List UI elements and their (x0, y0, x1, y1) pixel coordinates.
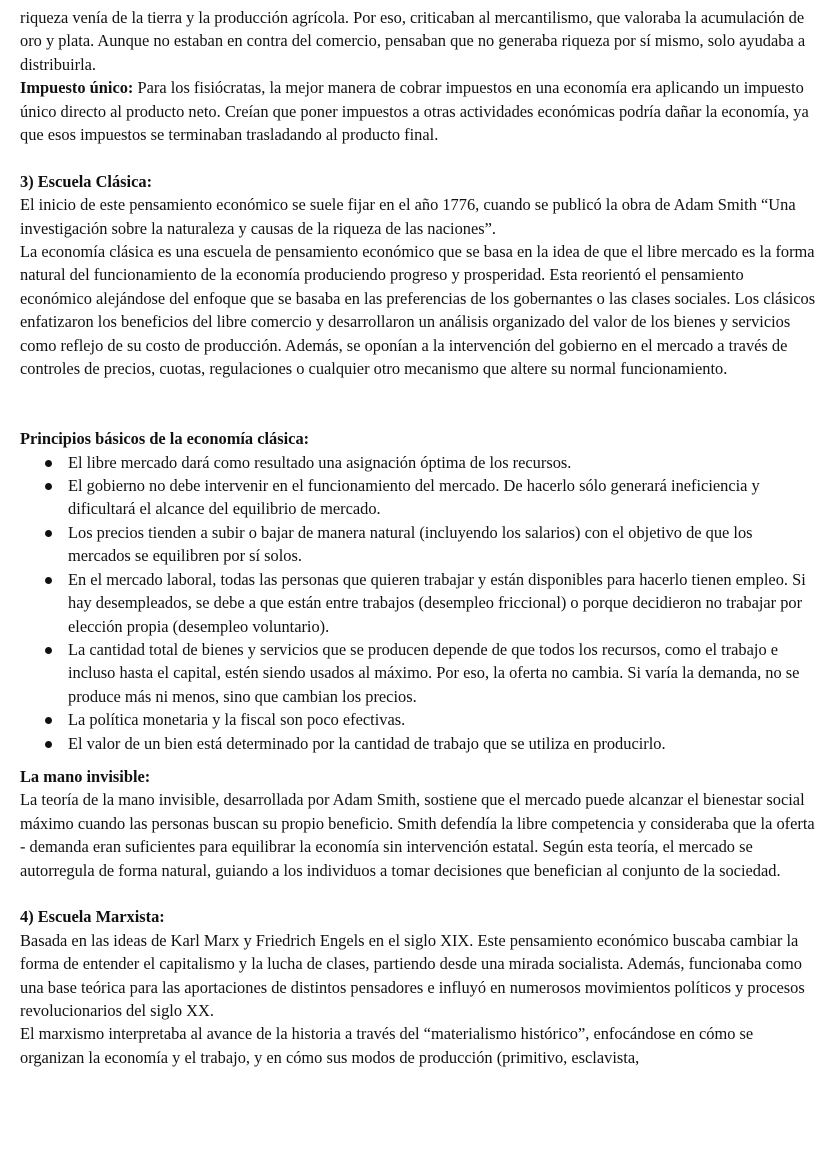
impuesto-unico-text: Para los fisiócratas, la mejor manera de cobrar impuestos en una economía era aplicando un impuesto único directo al producto neto. Creían que poner impuestos a otras actividades económicas podría dañar la economía, ya que esos impuestos se terminaban trasladando al producto final. (20, 78, 809, 145)
bullet-icon (45, 741, 52, 748)
bullet-icon (45, 460, 52, 467)
list-item (20, 474, 816, 521)
escuela-clasica-heading: 3) Escuela Clásica: (20, 171, 153, 191)
mano-invisible-paragraph: La teoría de la mano invisible, desarrollada por Adam Smith, sostiene que el mercado puede alcanzar el bienestar social máximo cuando las personas buscan su propio beneficio. Smith defendía la libre competencia y consideraba que la oferta - demanda eran suficientes para equilibrar la economía sin intervención estatal. Según esta teoría, el mercado se autorregula de forma natural, guiando a los individuos a tomar decisiones que benefician al conjunto de la sociedad. (20, 790, 815, 880)
list-item-text: La cantidad total de bienes y servicios que se producen depende de que todos los recursos, como el trabajo e incluso hasta el capital, estén siendo usados al máximo. Por eso, la oferta no cambia. Si varía la demanda, no se produce más ni menos, sino que cambian los precios. (68, 639, 800, 706)
spacer (20, 404, 816, 427)
fisiocratas-paragraph: riqueza venía de la tierra y la producción agrícola. Por eso, criticaban al mercantilismo, que valoraba la acumulación de oro y plata. Aunque no estaban en contra del comercio, pensaban que no generaba riqueza por sí mismo, solo ayudaba a distribuirla. (20, 8, 806, 74)
list-item (20, 638, 816, 708)
marxista-paragraph-1: Basada en las ideas de Karl Marx y Friedrich Engels en el siglo XIX. Este pensamiento económico buscaba cambiar la forma de entender el capitalismo y la lucha de clases, partiendo desde una mirada socialista. Además, funcionaba como una base teórica para las aportaciones de distintos pensadores e influyó en numerosos movimientos políticos y procesos revolucionarios del siglo XX. (20, 930, 805, 1020)
list-item-text: La política monetaria y la fiscal son poco efectivas. (68, 710, 406, 730)
impuesto-unico-label: Impuesto único: (20, 78, 134, 98)
bullet-icon (45, 530, 52, 537)
bullet-icon (45, 483, 52, 490)
bullet-icon (45, 647, 52, 654)
clasica-paragraph-1: El inicio de este pensamiento económico se suele fijar en el año 1776, cuando se publicó la obra de Adam Smith “Una investigación sobre la naturaleza y causas de la riqueza de las naciones”. (20, 195, 796, 238)
list-item-text: El gobierno no debe intervenir en el funcionamiento del mercado. De hacerlo sólo generará ineficiencia y dificultará el alcance del equilibrio de mercado. (68, 476, 760, 519)
list-item (20, 568, 816, 638)
principios-heading: Principios básicos de la economía clásica: (20, 429, 310, 449)
list-item (20, 451, 816, 474)
list-item (20, 732, 816, 755)
list-item (20, 708, 816, 731)
spacer (20, 755, 816, 765)
impuesto-unico-paragraph (20, 76, 816, 146)
principios-list (20, 451, 816, 755)
list-item-text: El valor de un bien está determinado por la cantidad de trabajo que se utiliza en producirlo. (68, 733, 666, 753)
list-item-text: El libre mercado dará como resultado una asignación óptima de los recursos. (68, 452, 572, 472)
marxista-paragraph-2: El marxismo interpretaba al avance de la historia a través del “materialismo histórico”, enfocándose en cómo se organizan la economía y el trabajo, y en cómo sus modos de producción (primitivo, esclavista, (20, 1024, 754, 1067)
escuela-marxista-heading: 4) Escuela Marxista: (20, 907, 165, 927)
clasica-paragraph-2: La economía clásica es una escuela de pensamiento económico que se basa en la idea de que el libre mercado es la forma natural del funcionamiento de la economía produciendo progreso y prosperidad. Esta reorientó el pensamiento económico alejándose del enfoque que se basaba en las preferencias de los gobernantes o las clases sociales. Los clásicos enfatizaron los beneficios del libre comercio y desarrollaron un análisis organizado del valor de los bienes y servicios como reflejo de su costo de producción. Además, se oponían a la intervención del gobierno en el mercado a través de controles de precios, cuotas, regulaciones o cualquier otro mecanismo que altere su normal funcionamiento. (20, 242, 816, 379)
bullet-icon (45, 717, 52, 724)
list-item (20, 521, 816, 568)
document-page (20, 6, 816, 1069)
spacer (20, 882, 816, 905)
list-item-text: Los precios tienden a subir o bajar de manera natural (incluyendo los salarios) con el objetivo de que los mercados se equilibren por sí solos. (68, 522, 753, 566)
mano-invisible-heading: La mano invisible: (20, 766, 151, 786)
spacer (20, 380, 816, 403)
bullet-icon (45, 577, 52, 584)
list-item-text: En el mercado laboral, todas las personas que quieren trabajar y están disponibles para hacerlo tienen empleo. Si hay desempleados, se debe a que están entre trabajos (desempleo friccional) o porque decidieron no trabajar por elección propia (desempleo voluntario). (68, 569, 806, 636)
spacer (20, 146, 816, 169)
